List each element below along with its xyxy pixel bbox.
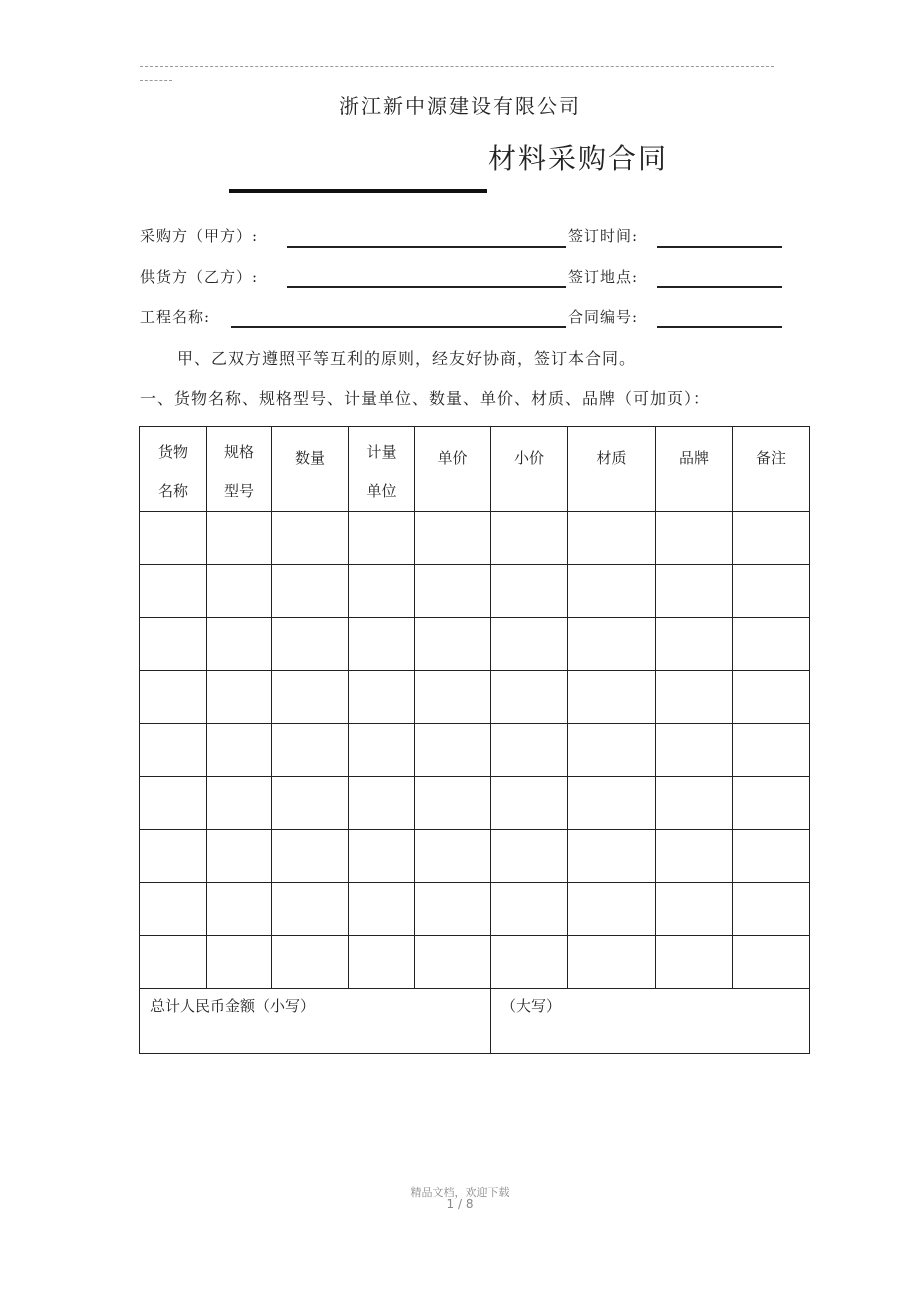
table-cell[interactable] (349, 777, 415, 830)
table-cell[interactable] (140, 512, 207, 565)
table-cell[interactable] (568, 618, 656, 671)
table-cell[interactable] (207, 883, 272, 936)
project-label: 工程名称: (140, 308, 211, 326)
table-cell[interactable] (272, 724, 349, 777)
goods-table (139, 426, 810, 1054)
header-remark: 备注 (733, 427, 810, 512)
table-cell[interactable] (656, 671, 733, 724)
table-cell[interactable] (491, 618, 568, 671)
table-cell[interactable] (207, 671, 272, 724)
table-cell[interactable] (568, 512, 656, 565)
table-header-row (140, 427, 810, 512)
table-row (140, 724, 810, 777)
supplier-label: 供货方（乙方）: (140, 268, 259, 286)
table-cell[interactable] (733, 777, 810, 830)
header-spec-model: 规格 型号 (207, 427, 272, 512)
total-lower-label: 总计人民币金额（小写） (150, 997, 316, 1015)
table-cell[interactable] (349, 830, 415, 883)
table-cell[interactable] (491, 512, 568, 565)
header-unit-price: 单价 (415, 427, 491, 512)
project-field[interactable] (231, 326, 566, 328)
table-cell[interactable] (272, 565, 349, 618)
table-cell[interactable] (656, 777, 733, 830)
table-cell[interactable] (140, 777, 207, 830)
company-name: 浙江新中源建设有限公司 (339, 94, 581, 118)
table-cell[interactable] (656, 618, 733, 671)
table-cell[interactable] (415, 671, 491, 724)
table-cell[interactable] (568, 565, 656, 618)
table-row (140, 883, 810, 936)
header-brand: 品牌 (656, 427, 733, 512)
table-cell[interactable] (272, 512, 349, 565)
table-cell[interactable] (207, 936, 272, 989)
table-cell[interactable] (207, 777, 272, 830)
table-cell[interactable] (415, 565, 491, 618)
table-cell[interactable] (349, 565, 415, 618)
table-row (140, 512, 810, 565)
table-cell[interactable] (207, 565, 272, 618)
table-row (140, 565, 810, 618)
table-cell[interactable] (733, 618, 810, 671)
table-cell[interactable] (272, 618, 349, 671)
total-lower-cell[interactable] (140, 989, 491, 1054)
sign-place-field[interactable] (657, 286, 782, 288)
header-dashed-rule (140, 66, 774, 67)
table-cell[interactable] (349, 883, 415, 936)
table-cell[interactable] (491, 724, 568, 777)
table-cell[interactable] (415, 883, 491, 936)
table-cell[interactable] (568, 936, 656, 989)
section-1-heading: 一、货物名称、规格型号、计量单位、数量、单价、材质、品牌（可加页）： (140, 389, 711, 408)
table-row (140, 777, 810, 830)
table-row (140, 671, 810, 724)
table-cell[interactable] (207, 830, 272, 883)
table-cell[interactable] (733, 512, 810, 565)
table-cell[interactable] (733, 671, 810, 724)
table-row (140, 618, 810, 671)
supplier-field[interactable] (287, 286, 566, 288)
buyer-field[interactable] (287, 246, 566, 248)
table-cell[interactable] (491, 936, 568, 989)
table-cell[interactable] (140, 936, 207, 989)
table-cell[interactable] (207, 618, 272, 671)
table-cell[interactable] (568, 777, 656, 830)
header-unit: 计量 单位 (349, 427, 415, 512)
table-cell[interactable] (733, 883, 810, 936)
header-dashed-rule-short (140, 80, 172, 81)
table-cell[interactable] (415, 777, 491, 830)
table-cell[interactable] (733, 724, 810, 777)
total-upper-cell[interactable] (491, 989, 810, 1054)
title-underline (229, 189, 487, 193)
table-cell[interactable] (415, 618, 491, 671)
table-cell[interactable] (656, 512, 733, 565)
table-cell[interactable] (349, 512, 415, 565)
table-cell[interactable] (568, 724, 656, 777)
table-cell[interactable] (349, 724, 415, 777)
table-cell[interactable] (140, 671, 207, 724)
contract-no-label: 合同编号: (568, 308, 639, 326)
table-cell[interactable] (733, 936, 810, 989)
table-cell[interactable] (272, 936, 349, 989)
table-cell[interactable] (140, 830, 207, 883)
table-cell[interactable] (140, 724, 207, 777)
table-cell[interactable] (272, 777, 349, 830)
table-cell[interactable] (656, 936, 733, 989)
header-goods-name: 货物 名称 (140, 427, 207, 512)
table-cell[interactable] (207, 724, 272, 777)
table-cell[interactable] (415, 830, 491, 883)
table-cell[interactable] (140, 618, 207, 671)
table-cell[interactable] (733, 830, 810, 883)
table-cell[interactable] (272, 671, 349, 724)
table-cell[interactable] (733, 565, 810, 618)
table-cell[interactable] (415, 936, 491, 989)
table-cell[interactable] (568, 830, 656, 883)
table-cell[interactable] (140, 565, 207, 618)
buyer-label: 采购方（甲方）: (140, 227, 259, 245)
header-subtotal: 小价 (491, 427, 568, 512)
table-cell[interactable] (568, 671, 656, 724)
table-cell[interactable] (415, 512, 491, 565)
intro-paragraph: 甲、乙双方遵照平等互利的原则，经友好协商，签订本合同。 (177, 349, 637, 368)
table-cell[interactable] (491, 565, 568, 618)
table-cell[interactable] (656, 724, 733, 777)
table-cell[interactable] (349, 618, 415, 671)
page-number: 1 / 8 (446, 1197, 474, 1211)
sign-time-label: 签订时间: (568, 227, 639, 245)
table-cell[interactable] (491, 777, 568, 830)
table-cell[interactable] (656, 830, 733, 883)
table-cell[interactable] (415, 724, 491, 777)
document-title: 材料采购合同 (488, 142, 669, 175)
header-quantity: 数量 (272, 427, 349, 512)
sign-time-field[interactable] (657, 246, 782, 248)
table-cell[interactable] (491, 671, 568, 724)
contract-no-field[interactable] (657, 326, 782, 328)
table-cell[interactable] (272, 830, 349, 883)
total-row (140, 989, 810, 1054)
table-cell[interactable] (349, 671, 415, 724)
table-cell[interactable] (349, 936, 415, 989)
header-material: 材质 (568, 427, 656, 512)
table-cell[interactable] (272, 883, 349, 936)
table-cell[interactable] (140, 883, 207, 936)
table-cell[interactable] (656, 565, 733, 618)
footer-watermark: 精品文档，欢迎下载 (410, 1186, 510, 1199)
sign-place-label: 签订地点: (568, 268, 639, 286)
table-cell[interactable] (656, 883, 733, 936)
table-cell[interactable] (491, 883, 568, 936)
table-row (140, 830, 810, 883)
table-row (140, 936, 810, 989)
table-cell[interactable] (207, 512, 272, 565)
table-cell[interactable] (491, 830, 568, 883)
table-cell[interactable] (568, 883, 656, 936)
total-upper-label: （大写） (501, 997, 562, 1015)
